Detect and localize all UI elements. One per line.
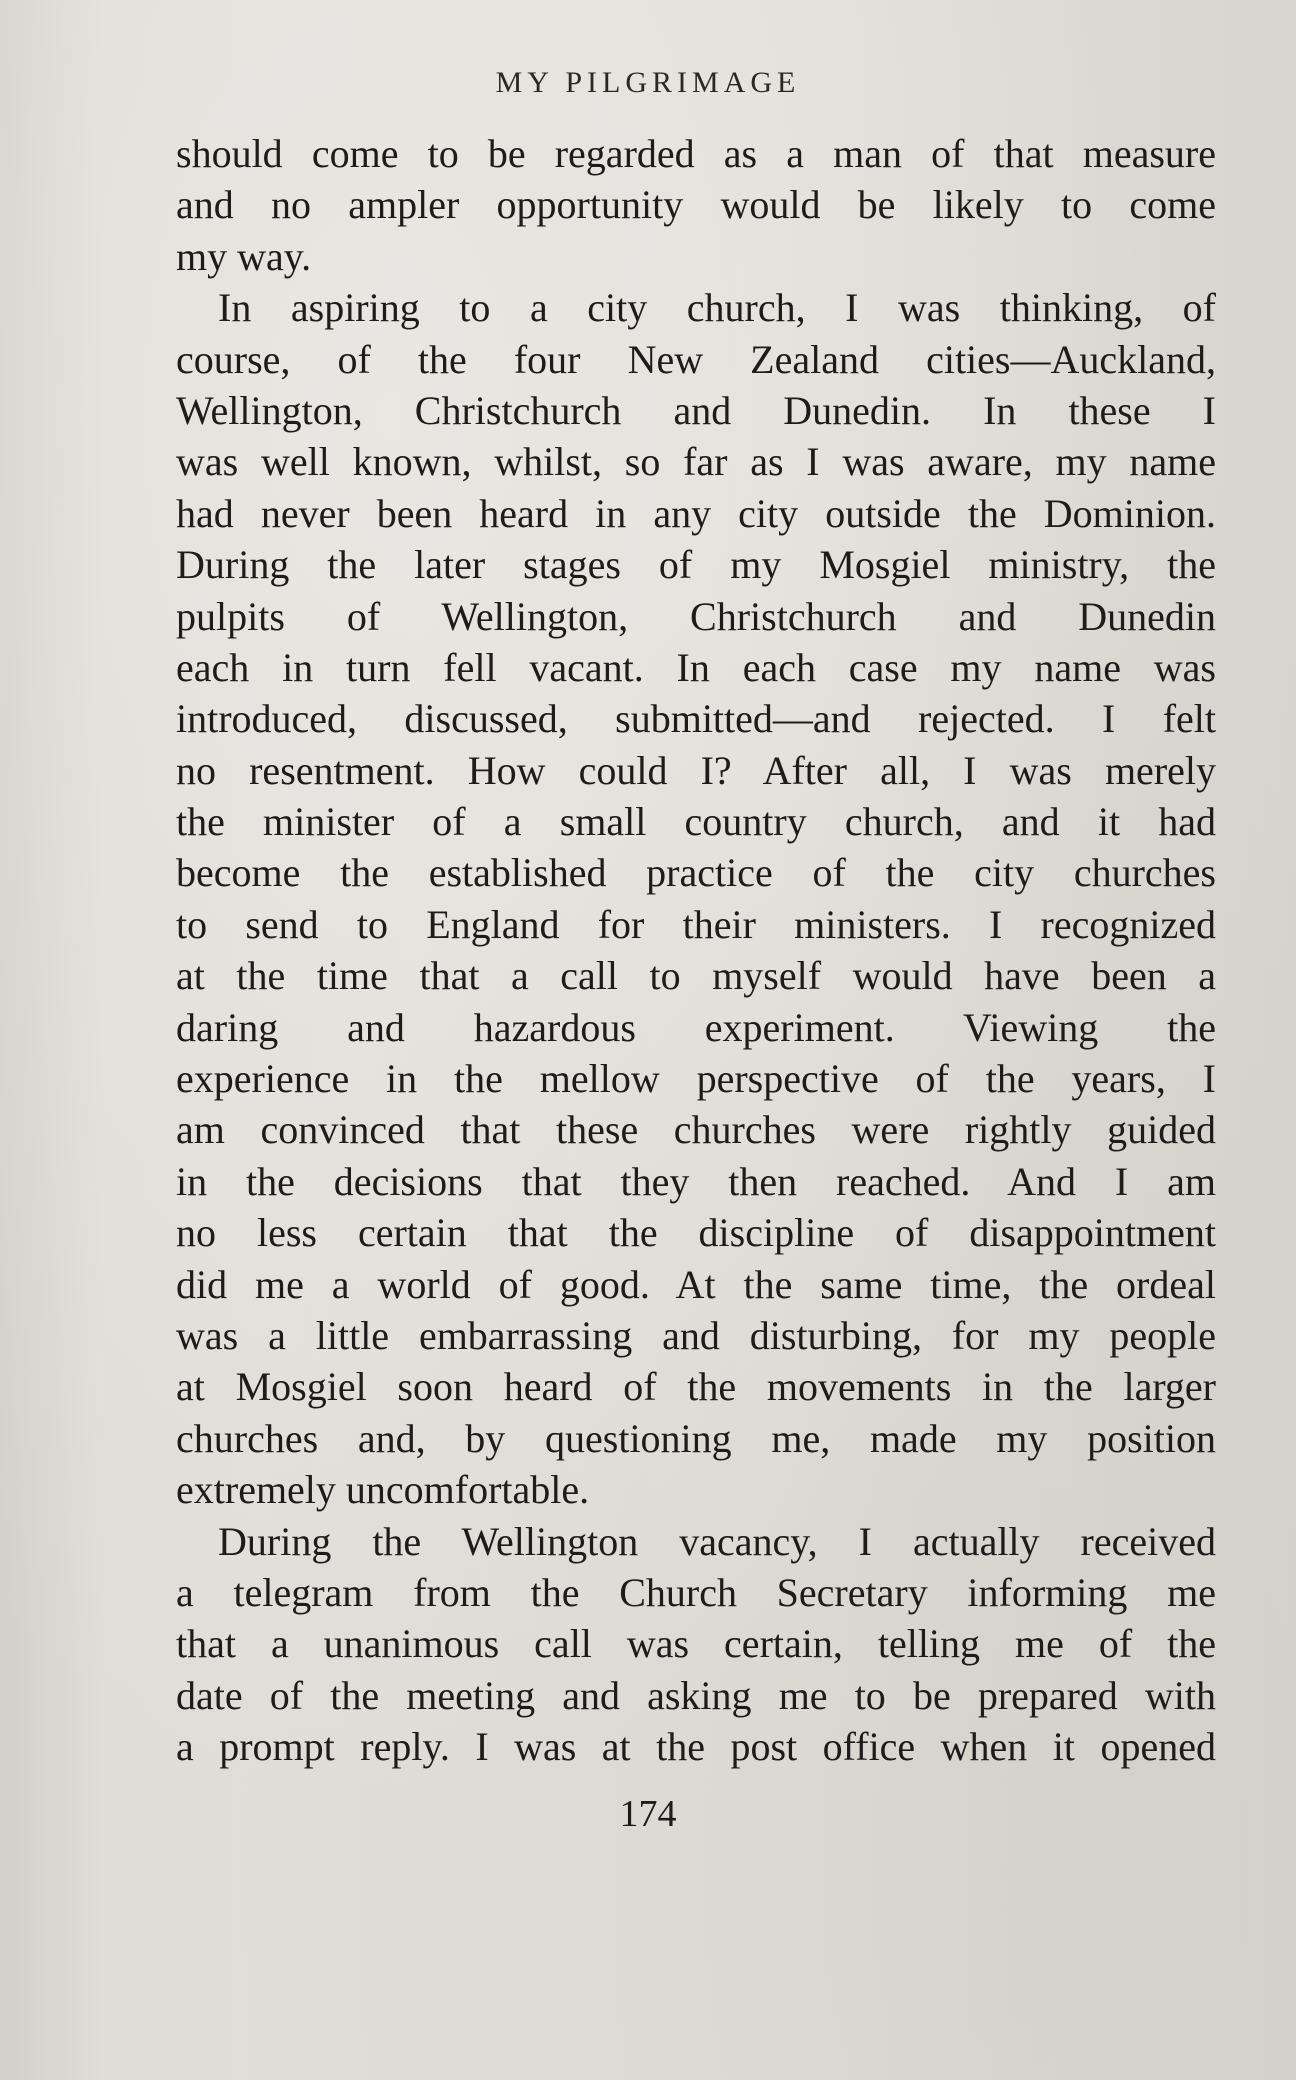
text-line: had never been heard in any city outside the Dominion. — [176, 490, 1216, 536]
text-line: the minister of a small country church, and it had — [176, 799, 1216, 845]
text-line: become the established practice of the city churches — [176, 850, 1216, 896]
text-line: a telegram from the Church Secretary informing me — [176, 1569, 1216, 1615]
text-line: did me a world of good. At the same time, the ordeal — [176, 1261, 1216, 1307]
text-line: extremely uncomfortable. — [176, 1467, 590, 1513]
page-number: 174 — [619, 1793, 677, 1835]
text-line: in the decisions that they then reached. And I am — [176, 1158, 1216, 1204]
paragraph-start-line: In aspiring to a city church, I was thinking, of — [218, 285, 1216, 331]
paragraph-start-line: During the Wellington vacancy, I actually received — [218, 1518, 1216, 1564]
text-line: am convinced that these churches were rightly guided — [176, 1107, 1216, 1153]
text-line: no less certain that the discipline of disappointment — [176, 1210, 1216, 1256]
body-text — [176, 128, 1216, 1773]
text-line: to send to England for their ministers. I recognized — [176, 901, 1216, 947]
text-line: my way. — [176, 233, 312, 279]
running-head: MY PILGRIMAGE — [495, 66, 801, 99]
text-line: at Mosgiel soon heard of the movements in the larger — [176, 1364, 1216, 1410]
text-line: no resentment. How could I? After all, I was merely — [176, 747, 1216, 793]
text-line: each in turn fell vacant. In each case my name was — [176, 644, 1216, 690]
text-line: daring and hazardous experiment. Viewing the — [176, 1004, 1216, 1050]
text-line: During the later stages of my Mosgiel ministry, the — [176, 542, 1216, 588]
text-line: and no ampler opportunity would be likely to come — [176, 182, 1216, 228]
text-line: pulpits of Wellington, Christchurch and Dunedin — [176, 593, 1216, 639]
text-line: experience in the mellow perspective of the years, I — [176, 1056, 1216, 1102]
text-line: at the time that a call to myself would have been a — [176, 953, 1216, 999]
text-line: date of the meeting and asking me to be prepared with — [176, 1672, 1216, 1718]
text-line: Wellington, Christchurch and Dunedin. In these I — [176, 387, 1216, 433]
text-line: that a unanimous call was certain, telling me of the — [176, 1621, 1216, 1667]
text-line: introduced, discussed, submitted—and rejected. I felt — [176, 696, 1216, 742]
text-line: churches and, by questioning me, made my position — [176, 1415, 1216, 1461]
text-line: a prompt reply. I was at the post office when it opened — [176, 1724, 1216, 1770]
text-line: was a little embarrassing and disturbing, for my people — [176, 1312, 1216, 1358]
text-line: was well known, whilst, so far as I was aware, my name — [176, 439, 1216, 485]
text-line: should come to be regarded as a man of that measure — [176, 131, 1216, 176]
text-line: course, of the four New Zealand cities—Auckland, — [176, 336, 1216, 382]
